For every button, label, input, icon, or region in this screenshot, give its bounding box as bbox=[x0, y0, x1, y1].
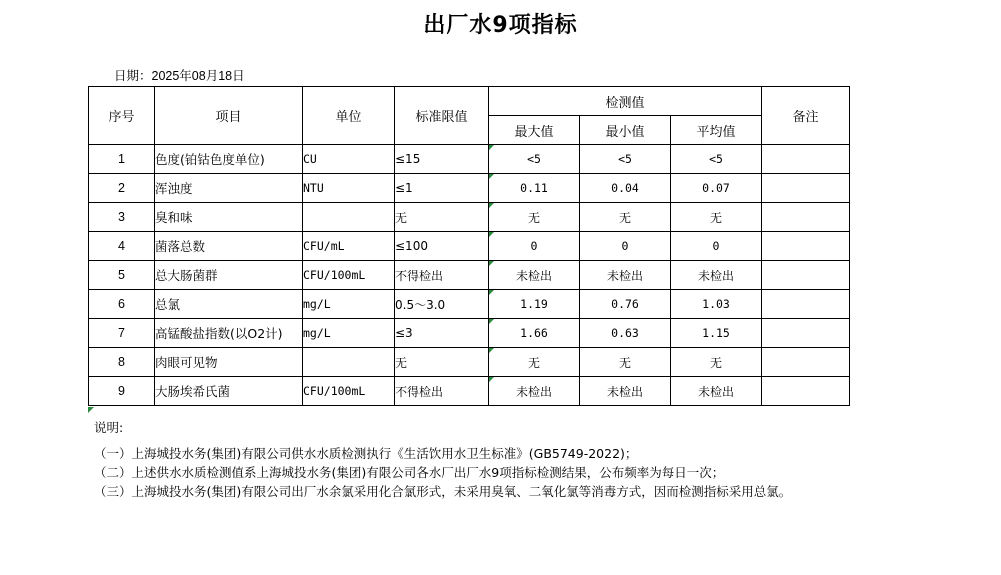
cell-note bbox=[762, 203, 850, 232]
cell-item-name: 色度(铂钴色度单位) bbox=[155, 145, 303, 174]
note-line-3: （三）上海城投水务(集团)有限公司出厂水余氯采用化合氯形式，未采用臭氧、二氧化氯等消毒方式，因而检测指标采用总氯。 bbox=[94, 484, 792, 499]
cell-note bbox=[762, 145, 850, 174]
table-row bbox=[89, 232, 850, 261]
cell-unit: mg/L bbox=[303, 290, 395, 319]
notes-section bbox=[88, 418, 791, 501]
cell-item-name: 浑浊度 bbox=[155, 174, 303, 203]
cell-min-value: <5 bbox=[580, 145, 671, 174]
green-marker-icon bbox=[88, 407, 94, 413]
cell-min-value: 无 bbox=[580, 348, 671, 377]
note-line-2: （二）上述供水水质检测值系上海城投水务(集团)有限公司各水厂出厂水9项指标检测结果，公布频率为每日一次； bbox=[94, 465, 725, 480]
table-row bbox=[89, 145, 850, 174]
cell-max-value: 无 bbox=[489, 203, 580, 232]
cell-standard-limit: ≤100 bbox=[395, 232, 489, 261]
table-row bbox=[89, 174, 850, 203]
cell-seq: 1 bbox=[89, 145, 155, 174]
report-date: 日期：2025年08月18日 bbox=[114, 69, 245, 83]
header-seq: 序号 bbox=[89, 87, 155, 145]
cell-standard-limit: 无 bbox=[395, 203, 489, 232]
cell-min-value: 无 bbox=[580, 203, 671, 232]
table-header bbox=[89, 87, 850, 145]
cell-note bbox=[762, 377, 850, 406]
header-unit: 单位 bbox=[303, 87, 395, 145]
cell-max-value: 无 bbox=[489, 348, 580, 377]
cell-avg-value: 0 bbox=[671, 232, 762, 261]
cell-item-name: 菌落总数 bbox=[155, 232, 303, 261]
cell-avg-value: <5 bbox=[671, 145, 762, 174]
cell-standard-limit: 无 bbox=[395, 348, 489, 377]
cell-max-value: 1.19 bbox=[489, 290, 580, 319]
cell-unit: CU bbox=[303, 145, 395, 174]
cell-min-value: 0.04 bbox=[580, 174, 671, 203]
table-row bbox=[89, 377, 850, 406]
cell-min-value: 0.76 bbox=[580, 290, 671, 319]
cell-avg-value: 1.15 bbox=[671, 319, 762, 348]
header-detected-value-group: 检测值 bbox=[489, 87, 762, 116]
table-body bbox=[89, 145, 850, 406]
cell-note bbox=[762, 319, 850, 348]
cell-min-value: 0 bbox=[580, 232, 671, 261]
water-quality-table bbox=[88, 86, 850, 406]
note-line-1: （一）上海城投水务(集团)有限公司供水水质检测执行《生活饮用水卫生标准》(GB5749-2022)； bbox=[94, 446, 638, 461]
cell-max-value: 未检出 bbox=[489, 377, 580, 406]
cell-unit: CFU/mL bbox=[303, 232, 395, 261]
cell-seq: 8 bbox=[89, 348, 155, 377]
cell-avg-value: 无 bbox=[671, 348, 762, 377]
cell-standard-limit: ≤1 bbox=[395, 174, 489, 203]
cell-max-value: 1.66 bbox=[489, 319, 580, 348]
cell-avg-value: 未检出 bbox=[671, 377, 762, 406]
cell-max-value: 0 bbox=[489, 232, 580, 261]
cell-item-name: 大肠埃希氏菌 bbox=[155, 377, 303, 406]
cell-avg-value: 未检出 bbox=[671, 261, 762, 290]
cell-max-value: 0.11 bbox=[489, 174, 580, 203]
cell-item-name: 肉眼可见物 bbox=[155, 348, 303, 377]
cell-item-name: 总大肠菌群 bbox=[155, 261, 303, 290]
table-header-row-1 bbox=[89, 87, 850, 116]
header-min-value: 最小值 bbox=[580, 116, 671, 145]
cell-unit bbox=[303, 203, 395, 232]
cell-note bbox=[762, 174, 850, 203]
cell-unit: mg/L bbox=[303, 319, 395, 348]
table-row bbox=[89, 261, 850, 290]
cell-min-value: 0.63 bbox=[580, 319, 671, 348]
cell-note bbox=[762, 261, 850, 290]
cell-item-name: 总氯 bbox=[155, 290, 303, 319]
header-max-value: 最大值 bbox=[489, 116, 580, 145]
header-standard-limit: 标准限值 bbox=[395, 87, 489, 145]
cell-avg-value: 1.03 bbox=[671, 290, 762, 319]
cell-seq: 3 bbox=[89, 203, 155, 232]
cell-seq: 9 bbox=[89, 377, 155, 406]
cell-item-name: 高锰酸盐指数(以O2计) bbox=[155, 319, 303, 348]
cell-note bbox=[762, 348, 850, 377]
cell-seq: 4 bbox=[89, 232, 155, 261]
document-page bbox=[0, 8, 1001, 575]
cell-standard-limit: 不得检出 bbox=[395, 377, 489, 406]
cell-standard-limit: 不得检出 bbox=[395, 261, 489, 290]
cell-max-value: <5 bbox=[489, 145, 580, 174]
notes-heading: 说明: bbox=[94, 420, 124, 435]
cell-unit: CFU/100mL bbox=[303, 377, 395, 406]
cell-item-name: 臭和味 bbox=[155, 203, 303, 232]
cell-min-value: 未检出 bbox=[580, 261, 671, 290]
cell-note bbox=[762, 232, 850, 261]
cell-seq: 5 bbox=[89, 261, 155, 290]
header-avg-value: 平均值 bbox=[671, 116, 762, 145]
cell-unit bbox=[303, 348, 395, 377]
header-item: 项目 bbox=[155, 87, 303, 145]
cell-standard-limit: 0.5～3.0 bbox=[395, 290, 489, 319]
table-row bbox=[89, 290, 850, 319]
cell-seq: 6 bbox=[89, 290, 155, 319]
cell-avg-value: 无 bbox=[671, 203, 762, 232]
cell-note bbox=[762, 290, 850, 319]
cell-unit: NTU bbox=[303, 174, 395, 203]
cell-standard-limit: ≤3 bbox=[395, 319, 489, 348]
header-note: 备注 bbox=[762, 87, 850, 145]
cell-min-value: 未检出 bbox=[580, 377, 671, 406]
cell-seq: 2 bbox=[89, 174, 155, 203]
cell-standard-limit: ≤15 bbox=[395, 145, 489, 174]
table-row bbox=[89, 319, 850, 348]
cell-avg-value: 0.07 bbox=[671, 174, 762, 203]
page-title: 出厂水9项指标 bbox=[423, 13, 578, 38]
cell-unit: CFU/100mL bbox=[303, 261, 395, 290]
cell-max-value: 未检出 bbox=[489, 261, 580, 290]
table-row bbox=[89, 203, 850, 232]
cell-seq: 7 bbox=[89, 319, 155, 348]
table-row bbox=[89, 348, 850, 377]
